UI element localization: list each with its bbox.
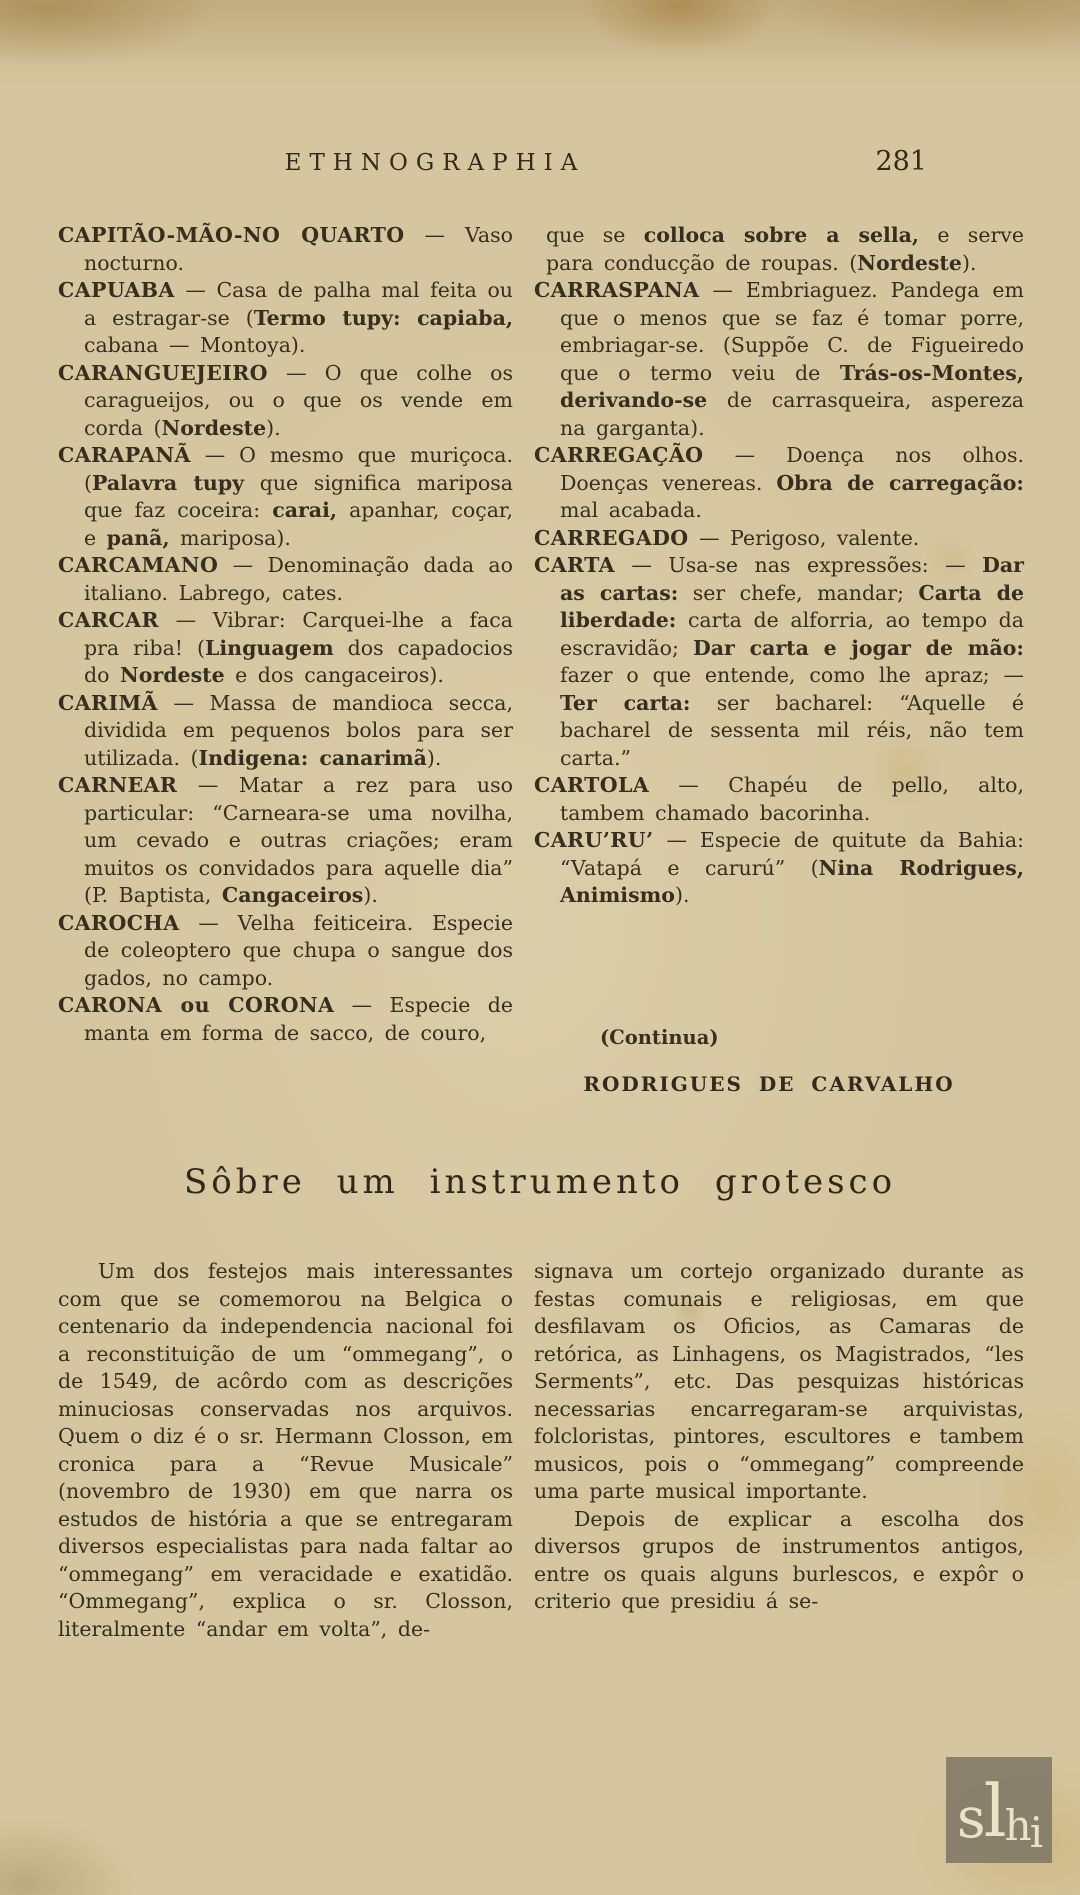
entry-text: Perigoso, valente. bbox=[730, 525, 920, 550]
entry-dash: — bbox=[177, 773, 239, 797]
entry-text: Embriaguez. Pandega em que o menos que se faz é tomar porre, embriagar-se. (Suppõe C. de Figueiredo que o termo veiu de bbox=[560, 278, 1024, 385]
dictionary-entry bbox=[534, 277, 1024, 442]
entry-dash: — bbox=[614, 553, 669, 577]
dictionary-entry bbox=[58, 552, 513, 607]
entry-text: que se bbox=[546, 223, 644, 247]
entry-dash: — bbox=[688, 525, 731, 550]
entry-text: Palavra tupy bbox=[92, 470, 245, 495]
article-paragraph: signava um cortejo organizado durante as festas comunais e religiosas, em que desfilavam os Oficios, as Camaras de retórica, as Linhagens, os Magistrados, “les Serments”, etc. Das pesquizas históricas necessarias encarregaram-se arquivistas, folcloristas, pintores, escultores e tambem musicos, pois o “ommegang” compreende uma parte musical importante. bbox=[534, 1259, 1024, 1503]
entry-text: Doença nos olhos. Doenças venereas. bbox=[560, 443, 1024, 495]
entry-text: Especie de manta em forma de sacco, de couro, bbox=[84, 993, 513, 1045]
entry-dash: — bbox=[218, 553, 268, 577]
entry-text: Vaso nocturno. bbox=[84, 223, 513, 275]
dictionary-entry bbox=[58, 992, 513, 1047]
entry-text: ). bbox=[961, 250, 977, 275]
entry-dash: — bbox=[699, 278, 746, 302]
entry-text: Termo tupy: capiaba, bbox=[253, 305, 514, 330]
entry-term: CARRASPANA bbox=[534, 278, 700, 302]
entry-text: Casa de palha mal feita ou a estragar-se ( bbox=[84, 278, 513, 330]
entry-dash: — bbox=[334, 993, 390, 1017]
entry-text: Carta de liberdade: bbox=[560, 580, 1024, 632]
entry-term: CARIMÃ bbox=[58, 690, 158, 715]
entry-text: apanhar, coçar, e bbox=[84, 498, 513, 550]
watermark-letter: i bbox=[1029, 1808, 1042, 1857]
entry-dash: — bbox=[404, 223, 465, 247]
entry-text: carta de alforria, ao tempo da escravidão; bbox=[560, 608, 1024, 660]
entry-dash: — bbox=[158, 608, 213, 632]
entry-text: Dar carta e jogar de mão: bbox=[693, 635, 1024, 660]
entry-term: CARTA bbox=[534, 553, 615, 577]
entry-term: CARONA ou CORONA bbox=[58, 993, 335, 1017]
entry-dash: — bbox=[157, 690, 210, 715]
entry-dash: — bbox=[649, 773, 729, 797]
entry-text: mal acabada. bbox=[560, 498, 702, 522]
entry-text: Velha feiticeira. Especie de coleoptero que chupa o sangue dos gados, no campo. bbox=[84, 910, 513, 990]
article-paragraph: Depois de explicar a escolha dos diversos grupos de instrumentos antigos, entre os quais alguns burlescos, e expôr o criterio que presidiu á se- bbox=[534, 1506, 1024, 1613]
entry-text: ser chefe, mandar; bbox=[678, 580, 919, 605]
entry-text: Massa de mandioca secca, dividida em pequenos bolos para ser utilizada. ( bbox=[84, 690, 513, 770]
article-left-column bbox=[58, 1258, 513, 1643]
dictionary-entry bbox=[58, 772, 513, 910]
entry-term: CARTOLA bbox=[534, 773, 650, 797]
entry-text: carai, bbox=[272, 498, 337, 522]
entry-text: ser bacharel: “Aquelle é bacharel de sessenta mil réis, não tem carta.” bbox=[560, 690, 1024, 770]
entry-term: CARU’RU’ bbox=[534, 828, 654, 852]
article-paragraph: Um dos festejos mais interessantes com que se comemorou na Belgica o centenario da independencia nacional foi a reconstituição de um “ommegang”, o de 1549, de acôrdo com as descrições minuciosas conservadas nos arquivos. Quem o diz é o sr. Hermann Closson, em cronica para a “Revue Musicale” (novembro de 1930) em que narra os estudos de história a que se entregaram diversos especialistas para nada faltar ao “ommegang” em veracidade e exatidão. “Ommegang”, explica o sr. Closson, literalmente “andar em volta”, de- bbox=[58, 1259, 513, 1641]
dictionary-entry bbox=[534, 442, 1024, 525]
continuation-note: (Continua) bbox=[600, 1026, 719, 1049]
entry-text: de carrasqueira, aspereza na garganta). bbox=[560, 388, 1024, 440]
dictionary-entry bbox=[534, 827, 1024, 910]
entry-text: Obra de carregação: bbox=[776, 470, 1024, 495]
entry-text: Nordeste bbox=[119, 663, 225, 687]
entry-text: O mesmo que muriçoca. ( bbox=[84, 443, 513, 495]
entry-term: CAROCHA bbox=[58, 910, 180, 935]
dictionary-right-column bbox=[534, 222, 1024, 910]
entry-text: ). bbox=[674, 883, 690, 907]
entry-text: Chapéu de pello, alto, tambem chamado bacorinha. bbox=[560, 773, 1024, 825]
entry-text: e serve para conducção de roupas. ( bbox=[546, 223, 1024, 275]
entry-text: Nordeste bbox=[161, 415, 267, 440]
dictionary-entry bbox=[58, 222, 513, 277]
journal-title: ETHNOGRAPHIA bbox=[284, 150, 586, 176]
entry-text: Nina Rodrigues, Animismo bbox=[560, 855, 1024, 907]
dictionary-entry bbox=[58, 360, 513, 443]
page-number: 281 bbox=[875, 146, 927, 177]
entry-text: ). bbox=[363, 883, 378, 907]
article-title: Sôbre um instrumento grotesco bbox=[183, 1162, 897, 1202]
entry-dash: — bbox=[653, 828, 700, 852]
entry-term: CARREGAÇÃO bbox=[534, 443, 704, 467]
entry-text: fazer o que entende, como lhe apraz; — bbox=[560, 663, 1024, 687]
entry-term: CARCAMANO bbox=[58, 553, 219, 577]
entry-dash: — bbox=[703, 443, 787, 467]
entry-text: Indigena: canarimã bbox=[198, 745, 427, 770]
dictionary-entry bbox=[58, 442, 513, 552]
dictionary-entry bbox=[534, 772, 1024, 827]
entry-text: Especie de quitute da Bahia: “Vatapá e carurú” ( bbox=[560, 828, 1024, 880]
entry-text: dos capadocios do bbox=[84, 635, 513, 687]
entry-term: CAPUABA bbox=[58, 278, 175, 302]
entry-text: Denominação dada ao italiano. Labrego, cates. bbox=[84, 553, 513, 605]
dictionary-entry bbox=[58, 607, 513, 690]
dictionary-entry bbox=[58, 277, 513, 360]
dictionary-left-column bbox=[58, 222, 513, 1047]
entry-term: CARANGUEJEIRO bbox=[58, 360, 268, 385]
entry-term: CARNEAR bbox=[58, 773, 178, 797]
entry-dash: — bbox=[174, 278, 217, 302]
entry-dash: — bbox=[190, 443, 240, 467]
entry-term: CAPITÃO-MÃO-NO QUARTO bbox=[58, 223, 405, 247]
entry-text: que significa mariposa que faz coceira: bbox=[84, 470, 513, 522]
dictionary-entry bbox=[534, 552, 1024, 772]
entry-text: cabana — Montoya). bbox=[84, 333, 306, 357]
watermark-letter: s bbox=[956, 1786, 984, 1851]
entry-text: Dar as cartas: bbox=[560, 553, 1024, 605]
watermark-letter: l bbox=[983, 1769, 1005, 1853]
entry-text: O que colhe os caragueijos, ou o que os vende em corda ( bbox=[84, 360, 513, 440]
entry-text: colloca sobre a sella, bbox=[643, 223, 920, 247]
entry-text: panã, bbox=[106, 525, 170, 550]
author-signature: RODRIGUES DE CARVALHO bbox=[583, 1072, 955, 1096]
entry-dash: — bbox=[267, 360, 325, 385]
slhi-watermark-logo bbox=[946, 1757, 1052, 1863]
entry-text: Usa-se nas expressões: — bbox=[668, 553, 983, 577]
entry-term: CARAPANÃ bbox=[58, 443, 191, 467]
entry-text: Vibrar: Carquei-lhe a faca pra riba! ( bbox=[84, 608, 513, 660]
dictionary-entry bbox=[534, 222, 1024, 277]
page-header bbox=[0, 146, 1080, 186]
entry-text: Ter carta: bbox=[560, 690, 691, 715]
entry-term: CARREGADO bbox=[534, 525, 689, 550]
entry-text: mariposa). bbox=[169, 525, 291, 550]
dictionary-entry bbox=[534, 525, 1024, 553]
watermark-letter: h bbox=[1004, 1801, 1030, 1850]
entry-text: Nordeste bbox=[857, 250, 962, 275]
entry-term: CARCAR bbox=[58, 608, 159, 632]
entry-dash: — bbox=[179, 910, 238, 935]
entry-text: ). bbox=[266, 415, 281, 440]
article-right-column bbox=[534, 1258, 1024, 1616]
entry-text: Linguagem bbox=[204, 635, 334, 660]
entry-text: Cangaceiros bbox=[221, 883, 364, 907]
dictionary-entry bbox=[58, 690, 513, 773]
entry-text: Trás-os-Montes, derivando-se bbox=[560, 360, 1024, 412]
entry-text: e dos cangaceiros). bbox=[224, 663, 444, 687]
entry-text: Matar a rez para uso particular: “Carneara-se uma novilha, um cevado e outras criações; eram muitos os convidados para aquelle dia” (P. Baptista, bbox=[84, 773, 513, 907]
dictionary-entry bbox=[58, 910, 513, 993]
entry-text: ). bbox=[426, 745, 442, 770]
